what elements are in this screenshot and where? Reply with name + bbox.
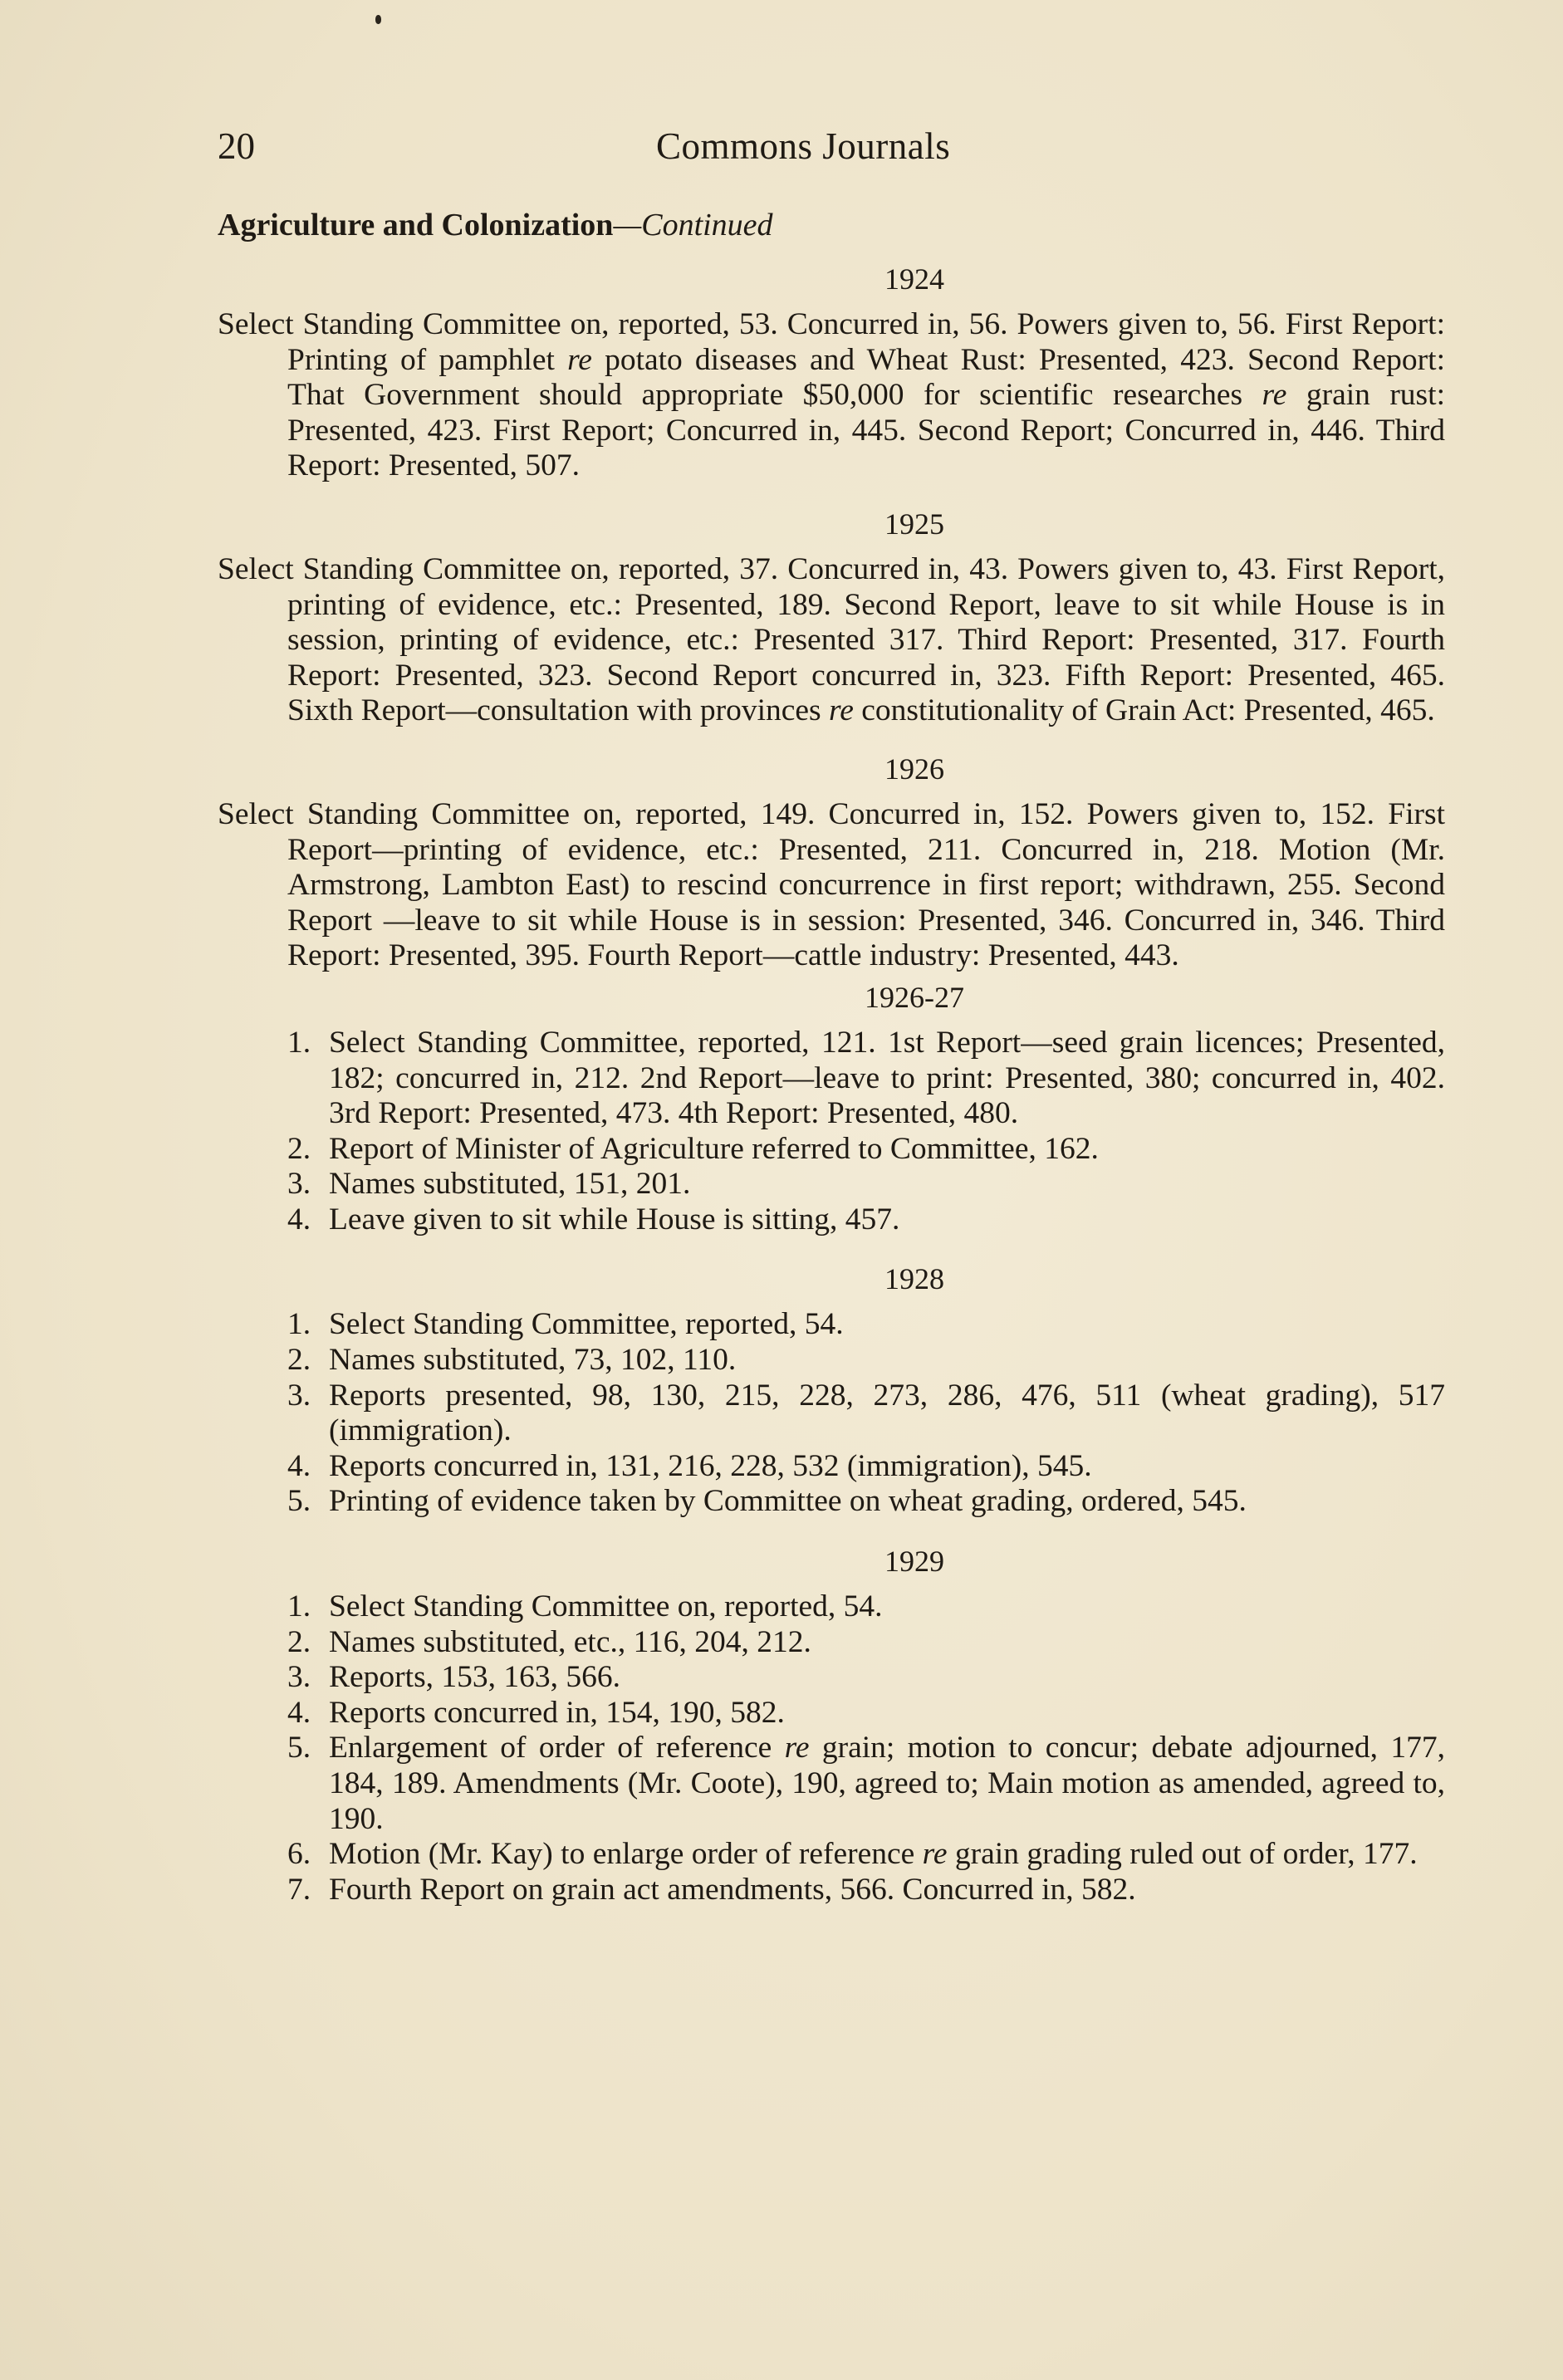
item-text: Select Standing Committee, reported, 121. 1st Report—seed grain licences; Presented, 182; concurred in, 212. 2nd Report—leave to print: Presented, 380; concurred in, 402. 3rd Report: Presented, 473. 4th Report: Presented, 480. (329, 1025, 1445, 1131)
list-1928 (218, 1307, 1445, 1520)
entry-italic: re (567, 342, 592, 377)
entry-text: Select Standing Committee on, reported, 53. Concurred in, 56. Powers given to, 56. First Report: Printing of pamphlet (218, 307, 1445, 377)
item-text: Report of Minister of Agriculture referred to Committee, 162. (329, 1131, 1099, 1166)
page-header (0, 125, 1563, 174)
item-text: Printing of evidence taken by Committee on wheat grading, ordered, 545. (329, 1484, 1247, 1519)
item-number: 1. (287, 1589, 311, 1624)
section-title: Agriculture and Colonization (218, 208, 614, 242)
year-heading-1926-27: 1926-27 (865, 980, 964, 1014)
item-text: grain grading ruled out of order, 177. (947, 1837, 1418, 1872)
list-item (218, 1484, 1445, 1520)
item-number: 5. (287, 1484, 311, 1519)
page-number: 20 (218, 125, 255, 167)
item-italic: re (784, 1731, 810, 1765)
year-heading-1925: 1925 (884, 507, 944, 541)
item-text: Reports, 153, 163, 566. (329, 1660, 621, 1695)
year-heading-1924: 1924 (884, 262, 944, 296)
journal-title: Commons Journals (656, 125, 951, 167)
year-heading-1926: 1926 (884, 752, 944, 786)
list-item (218, 1449, 1445, 1485)
list-item (218, 1202, 1445, 1238)
entry-text: grain rust: Presented, 423. First Report; Concurred in, 445. Second Report; Concurred in, 446. Third Report: Presented, 507. (287, 378, 1445, 483)
entry-italic: re (829, 693, 854, 728)
section-continued: —Continued (613, 208, 773, 242)
item-number: 2. (287, 1624, 311, 1659)
list-item (218, 1837, 1445, 1873)
item-number: 3. (287, 1378, 311, 1413)
entry-italic: re (1262, 378, 1287, 413)
list-item (218, 1660, 1445, 1696)
item-text: grain; motion to concur; debate adjourned, 177, 184, 189. Amendments (Mr. Coote), 190, agreed to; Main motion as amended, agreed to, 190. (329, 1731, 1446, 1836)
item-number: 6. (287, 1837, 311, 1872)
item-number: 4. (287, 1695, 311, 1730)
list-item (218, 1625, 1445, 1661)
item-number: 1. (287, 1307, 311, 1342)
entry-1924 (218, 307, 1445, 484)
year-heading-1929: 1929 (884, 1545, 944, 1579)
item-text: Select Standing Committee, reported, 54. (329, 1307, 844, 1342)
entry-1926: Select Standing Committee on, reported, 149. Concurred in, 152. Powers given to, 152. First Report—printing of evidence, etc.: Presented, 211. Concurred in, 218. Motion (Mr. Armstrong, Lambton East) to rescind concurrence in first report; withdrawn, 255. Second Report —leave to sit while House is in session: Presented, 346. Concurred in, 346. Third Report: Presented, 395. Fourth Report—cattle industry: Presented, 443. (218, 796, 1445, 973)
entry-1925 (218, 552, 1445, 729)
item-number: 4. (287, 1202, 311, 1237)
item-text: Motion (Mr. Kay) to enlarge order of reference (329, 1837, 923, 1872)
year-heading-1928: 1928 (884, 1262, 944, 1296)
item-text: Names substituted, 73, 102, 110. (329, 1343, 737, 1378)
list-1929 (218, 1589, 1445, 1907)
item-text: Names substituted, etc., 116, 204, 212. (329, 1624, 811, 1659)
index-content (218, 204, 1445, 1931)
item-text: Fourth Report on grain act amendments, 566. Concurred in, 582. (329, 1872, 1136, 1907)
item-number: 2. (287, 1131, 311, 1166)
list-item (218, 1379, 1445, 1449)
item-italic: re (922, 1837, 948, 1872)
entry-text: Select Standing Committee on, reported, 37. Concurred in, 43. Powers given to, 43. First Report, printing of evidence, etc.: Presented, 189. Second Report, leave to sit while House is in session, printing of evidence, etc.: Presented 317. Third Report: Presented, 317. Fourth Report: Presented, 323. Second Report concurred in, 323. Fifth Report: Presented, 465. Sixth Report—consultation with provinces (218, 551, 1445, 728)
item-text: Leave given to sit while House is sitting, 457. (329, 1202, 900, 1237)
item-text: Select Standing Committee on, reported, 54. (329, 1589, 883, 1624)
list-1926-27 (218, 1026, 1445, 1238)
list-item (218, 1873, 1445, 1908)
list-item (218, 1167, 1445, 1202)
item-text: Reports concurred in, 154, 190, 582. (329, 1695, 785, 1730)
item-number: 1. (287, 1025, 311, 1060)
list-item (218, 1307, 1445, 1343)
item-number: 3. (287, 1660, 311, 1695)
section-heading (218, 204, 1445, 246)
entry-text: potato diseases and Wheat Rust: Presented, 423. Second Report: That Government should appropriate $50,000 for scientific researches (287, 342, 1445, 413)
list-item (218, 1589, 1445, 1625)
item-number: 3. (287, 1167, 311, 1202)
item-text: Reports presented, 98, 130, 215, 228, 273, 286, 476, 511 (wheat grading), 517 (immigration). (329, 1378, 1445, 1448)
item-number: 4. (287, 1448, 311, 1483)
item-text: Enlargement of order of reference (329, 1731, 785, 1765)
list-item (218, 1026, 1445, 1132)
list-item (218, 1132, 1445, 1168)
item-number: 5. (287, 1731, 311, 1765)
list-item (218, 1731, 1445, 1837)
item-number: 2. (287, 1343, 311, 1378)
list-item (218, 1696, 1445, 1731)
item-text: Reports concurred in, 131, 216, 228, 532 (immigration), 545. (329, 1448, 1092, 1483)
entry-text: constitutionality of Grain Act: Presented, 465. (853, 693, 1435, 728)
item-text: Names substituted, 151, 201. (329, 1167, 691, 1202)
item-number: 7. (287, 1872, 311, 1907)
ink-speck (375, 15, 381, 24)
list-item (218, 1343, 1445, 1379)
